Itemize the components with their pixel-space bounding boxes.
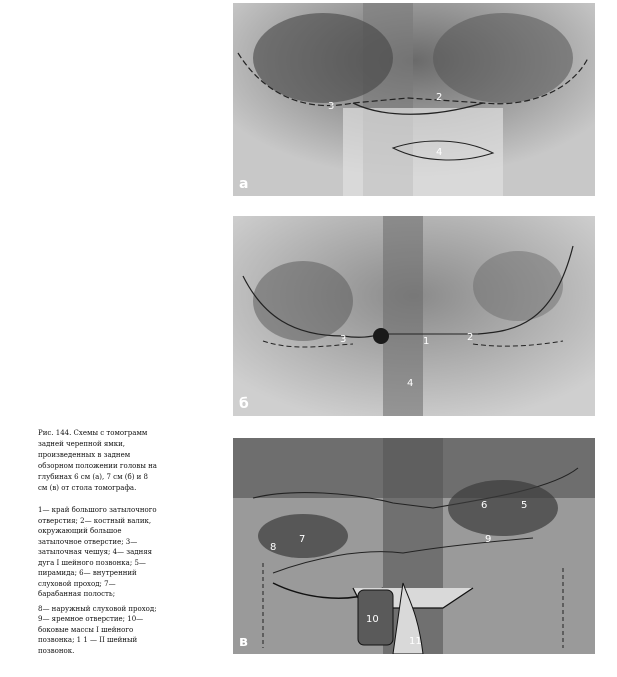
panel-v-label-7: 7 — [299, 534, 306, 545]
panel-letter-a: а — [239, 176, 249, 192]
legend-part-1: 1— край большого затылочного отверстия; 2— костный валик, окружающий большое затылочное отверстие; 3— затылочная чешуя; 4— задняя дуга I шейного позвонка; 5— пирамида; 6— внутренний слуховой проход; 7— барабанная полость; — [38, 506, 157, 598]
panel-v-label-8: 8 — [270, 542, 277, 553]
panel-v-label-11: 11 — [409, 636, 422, 647]
panel-v-label-6: 6 — [481, 500, 488, 511]
figure-caption — [38, 428, 158, 500]
tomogram-image-v — [233, 438, 595, 654]
panel-v-label-10: 10 — [366, 614, 379, 625]
tomogram-panel-b — [233, 216, 595, 416]
legend-part-2: 8— наружный слуховой проход; 9— яремное отверстие; 10— боковые массы I шейного позвонка; 1 1 — II шейный позвонок. — [38, 604, 157, 655]
tomogram-panel-a — [233, 3, 595, 196]
panel-a-label-3: 3 — [328, 101, 335, 112]
caption-title: Рис. 144. Схемы с томограмм задней черепной ямки, произведенных в заднем обзорном положении головы на глубинах 6 см (а), 7 см (б) и 8 см (в) от стола томографа. — [38, 429, 157, 492]
tomogram-panel-v — [233, 438, 595, 654]
panel-letter-v: в — [239, 634, 248, 650]
panel-v-label-9: 9 — [485, 534, 492, 545]
panel-b-label-1: 1 — [423, 336, 430, 347]
tomogram-image-b — [233, 216, 595, 416]
figure-legend — [38, 505, 158, 660]
tomogram-image-a — [233, 3, 595, 196]
panel-b-label-4: 4 — [407, 378, 414, 389]
panel-letter-b: б — [239, 396, 249, 412]
panel-v-label-5: 5 — [521, 500, 528, 511]
panel-a-label-4: 4 — [436, 147, 443, 158]
panel-b-label-2: 2 — [467, 332, 474, 343]
panel-a-label-2: 2 — [436, 92, 443, 103]
panel-b-label-3: 3 — [340, 334, 347, 345]
